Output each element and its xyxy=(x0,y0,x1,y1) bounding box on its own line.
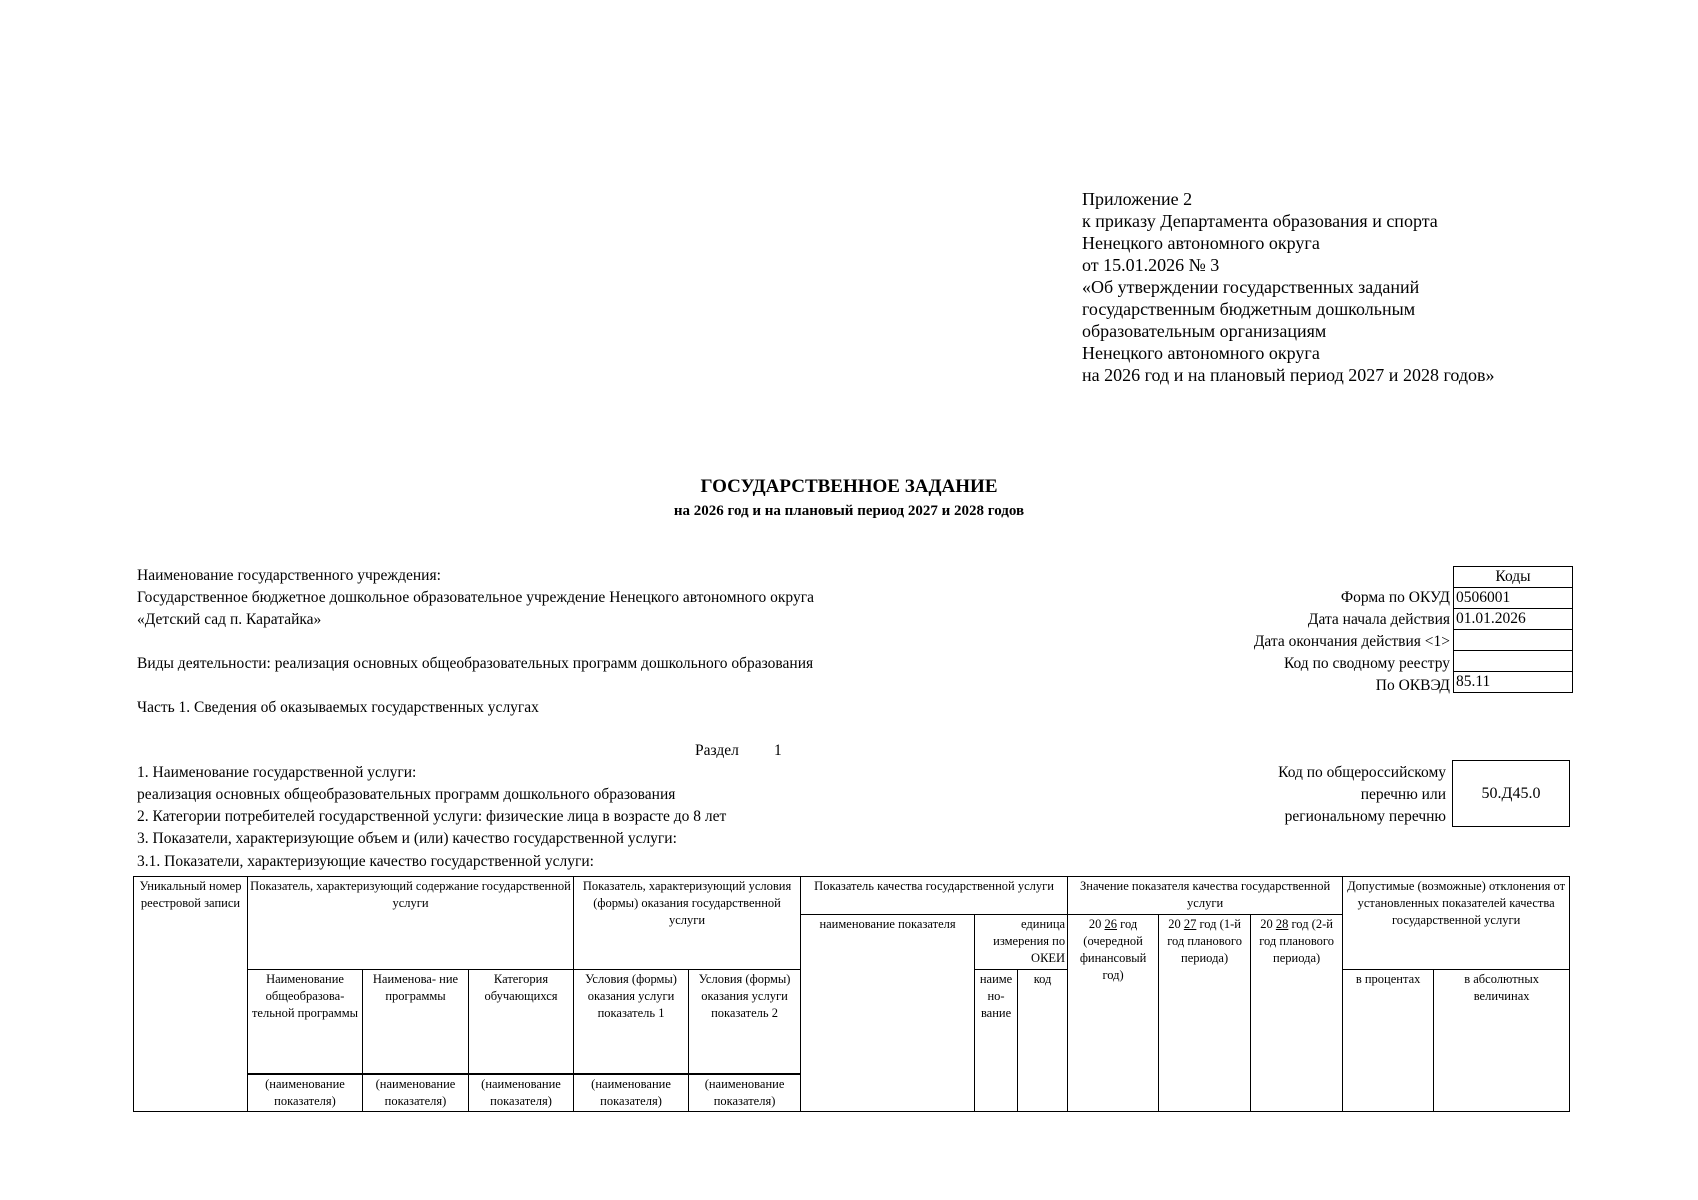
header-conditions-indicator-text: Показатель, характеризующий условия (формы) оказания государственной услуги xyxy=(582,879,792,927)
institution-name-line2: «Детский сад п. Каратайка» xyxy=(137,611,322,628)
appendix-line: на 2026 год и на плановый период 2027 и 2028 годов» xyxy=(1082,365,1495,385)
registry-label-1: Код по общероссийскому xyxy=(1278,764,1446,781)
appendix-line: к приказу Департамента образования и спорта xyxy=(1082,211,1438,231)
sub-label-3 xyxy=(469,1074,574,1112)
header-indicator-name xyxy=(801,915,975,1112)
header-indicator-name-text: наименование показателя xyxy=(819,917,956,931)
sub-label-text: (наименование показателя) xyxy=(591,1076,671,1108)
appendix-line: Приложение 2 xyxy=(1082,189,1193,209)
header-year-2 xyxy=(1159,915,1251,1112)
codes-label-start: Дата начала действия xyxy=(1307,611,1450,628)
year-3-suffix: год (2-й год планового периода) xyxy=(1259,917,1334,965)
header-indicator-value-text: Значение показателя качества государственной услуги xyxy=(1080,879,1331,910)
header-unit-name xyxy=(975,970,1018,1112)
header-unique-number-text: Уникальный номер реестровой записи xyxy=(139,879,242,910)
header-program-name xyxy=(363,970,469,1074)
activities-text: Виды деятельности: реализация основных общеобразовательных программ дошкольного образования xyxy=(137,655,814,672)
sub-label-text: (наименование показателя) xyxy=(481,1076,561,1108)
header-condition-1-text: Условия (формы) оказания услуги показатель 1 xyxy=(585,972,677,1020)
codes-table xyxy=(1453,566,1573,693)
appendix-block xyxy=(1082,188,1495,386)
codes-label-registry: Код по сводному реестру xyxy=(1283,655,1450,672)
registry-code-box xyxy=(1452,760,1570,827)
section-label: Раздел xyxy=(695,742,739,759)
header-student-category-text: Категория обучающихся xyxy=(484,972,558,1003)
sub-label-text: (наименование показателя) xyxy=(375,1076,456,1108)
year-1-prefix: 20 xyxy=(1088,917,1102,931)
appendix-line: «Об утверждении государственных заданий xyxy=(1082,277,1420,297)
sub-label-5 xyxy=(689,1074,801,1112)
header-percent-text: в процентах xyxy=(1355,972,1421,986)
header-unit-text: единица измерения по ОКЕИ xyxy=(993,917,1066,965)
header-program-name-text: Наименова- ние программы xyxy=(372,972,459,1003)
registry-label-2: перечню или xyxy=(1360,786,1446,803)
year-1-value: 26 xyxy=(1104,917,1118,931)
appendix-line: Ненецкого автономного округа xyxy=(1082,233,1320,253)
header-unique-number xyxy=(134,877,248,1112)
codes-value-registry xyxy=(1454,651,1573,672)
service-name-label: 1. Наименование государственной услуги: xyxy=(137,764,417,781)
header-indicator-value xyxy=(1068,877,1343,915)
header-deviation-text: Допустимые (возможные) отклонения от установленных показателей качества государственной услуги xyxy=(1347,879,1566,927)
institution-label: Наименование государственного учреждения: xyxy=(137,567,441,584)
header-deviation xyxy=(1343,877,1570,970)
document-subtitle: на 2026 год и на плановый период 2027 и 2028 годов xyxy=(673,503,1025,519)
header-quality-indicator xyxy=(801,877,1068,915)
header-condition-2-text: Условия (формы) оказания услуги показатель 2 xyxy=(698,972,791,1020)
sub-label-4 xyxy=(574,1074,689,1112)
codes-header: Коды xyxy=(1454,567,1573,588)
codes-value-start: 01.01.2026 xyxy=(1454,609,1573,630)
header-content-indicator xyxy=(248,877,574,970)
codes-label-end: Дата окончания действия <1> xyxy=(1253,633,1450,650)
header-year-3 xyxy=(1251,915,1343,1112)
year-3-prefix: 20 xyxy=(1260,917,1273,931)
document-title: ГОСУДАРСТВЕННОЕ ЗАДАНИЕ xyxy=(700,476,998,497)
header-condition-2 xyxy=(689,970,801,1074)
institution-name-line1: Государственное бюджетное дошкольное образовательное учреждение Ненецкого автономного округа xyxy=(137,589,814,606)
year-2-suffix: год (1-й год планового периода) xyxy=(1167,917,1242,965)
year-2-prefix: 20 xyxy=(1168,917,1181,931)
sub-label-text: (наименование показателя) xyxy=(704,1076,785,1108)
sub-label-1 xyxy=(248,1074,363,1112)
quality-indicators-table xyxy=(133,876,1570,1112)
header-absolute-text: в абсолютных величинах xyxy=(1464,972,1539,1003)
header-unit-code xyxy=(1018,970,1068,1112)
header-content-indicator-text: Показатель, характеризующий содержание государственной услуги xyxy=(250,879,571,910)
section-number: 1 xyxy=(774,742,782,759)
sub-label-2 xyxy=(363,1074,469,1112)
quality-indicators-heading: 3.1. Показатели, характеризующие качество государственной услуги: xyxy=(137,853,594,870)
service-name-value: реализация основных общеобразовательных программ дошкольного образования xyxy=(137,786,676,803)
header-unit xyxy=(975,915,1068,970)
registry-code: 50.Д45.0 xyxy=(1481,784,1541,802)
appendix-line: образовательным организациям xyxy=(1082,321,1327,341)
header-year-1 xyxy=(1068,915,1159,1112)
indicators-heading: 3. Показатели, характеризующие объем и (или) качество государственной услуги: xyxy=(137,830,677,847)
part-title: Часть 1. Сведения об оказываемых государственных услугах xyxy=(137,699,539,716)
header-condition-1 xyxy=(574,970,689,1074)
year-3-value: 28 xyxy=(1275,917,1289,931)
consumer-category: 2. Категории потребителей государственной услуги: физические лица в возрасте до 8 лет xyxy=(137,808,727,825)
codes-value-end xyxy=(1454,630,1573,651)
header-unit-code-text: код xyxy=(1033,972,1052,986)
codes-value-okved: 85.11 xyxy=(1454,672,1573,693)
header-program-type-text: Наименование общеобразова- тельной программы xyxy=(251,972,359,1020)
header-program-type xyxy=(248,970,363,1074)
header-percent xyxy=(1343,970,1434,1112)
appendix-line: государственным бюджетным дошкольным xyxy=(1082,299,1416,319)
codes-value-okud: 0506001 xyxy=(1454,588,1573,609)
codes-label-okved: По ОКВЭД xyxy=(1375,677,1450,694)
appendix-line: от 15.01.2026 № 3 xyxy=(1082,255,1220,275)
sub-label-text: (наименование показателя) xyxy=(265,1076,345,1108)
registry-label-3: региональному перечню xyxy=(1284,808,1446,825)
header-quality-indicator-text: Показатель качества государственной услуги xyxy=(814,879,1054,893)
appendix-line: Ненецкого автономного округа xyxy=(1082,343,1320,363)
header-unit-name-text: наиме но- вание xyxy=(979,972,1013,1020)
header-student-category xyxy=(469,970,574,1074)
year-2-value: 27 xyxy=(1183,917,1197,931)
codes-label-okud: Форма по ОКУД xyxy=(1340,589,1450,606)
header-absolute xyxy=(1434,970,1570,1112)
header-conditions-indicator xyxy=(574,877,801,970)
year-1-suffix: год (очередной финансовый год) xyxy=(1079,917,1147,982)
